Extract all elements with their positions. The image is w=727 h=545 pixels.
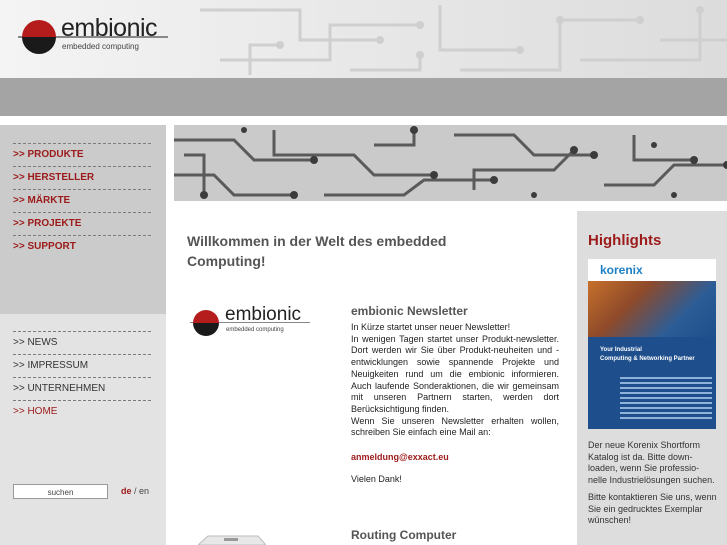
logo-brand: embionic bbox=[61, 14, 158, 42]
lang-separator: / bbox=[131, 486, 140, 496]
catalog-subtitle-1: Your Industrial bbox=[600, 347, 642, 353]
search-input[interactable]: suchen bbox=[13, 484, 108, 499]
routing-computer-image[interactable] bbox=[198, 534, 266, 545]
catalog-brand: korenix bbox=[600, 263, 643, 277]
language-switcher bbox=[121, 486, 149, 496]
nav-item-impressum[interactable]: >> IMPRESSUM bbox=[13, 354, 151, 377]
newsletter-logo bbox=[190, 306, 310, 336]
korenix-catalog-image[interactable] bbox=[588, 259, 716, 429]
catalog-subtitle-2: Computing & Networking Partner bbox=[600, 356, 695, 362]
newsletter-logo-brand: embionic bbox=[225, 304, 302, 325]
catalog-photo bbox=[588, 281, 716, 337]
nav-item-projekte[interactable]: >> PROJEKTE bbox=[13, 212, 151, 235]
catalog-product-list bbox=[620, 377, 712, 422]
newsletter-intro: In Kürze startet unser neuer Newsletter! bbox=[351, 322, 511, 332]
newsletter-text: In wenigen Tagen startet unser Produkt-newsletter. Dort werden wir Sie über Produkt-neuheiten und -entwicklungen sowie spannende Projekte und Neuigkeiten rund um die embionic informieren. Auch laufende Sonderaktionen, die wir gemeinsam mit unseren Partnern starten, werden dort Berücksichtigung finden. bbox=[351, 333, 559, 414]
nav-item-support[interactable]: >> SUPPORT bbox=[13, 235, 151, 258]
circuit-banner bbox=[174, 125, 727, 201]
lang-de-link[interactable]: de bbox=[121, 486, 132, 496]
newsletter-thanks: Vielen Dank! bbox=[351, 474, 402, 484]
nav-item-unternehmen[interactable]: >> UNTERNEHMEN bbox=[13, 377, 151, 400]
nav-item-home[interactable]: >> HOME bbox=[13, 400, 151, 423]
highlights-heading: Highlights bbox=[588, 232, 662, 249]
highlights-text-contact: Bitte kontaktieren Sie uns, wenn Sie ein gedrucktes Exemplar wünschen! bbox=[588, 491, 717, 526]
nav-item-hersteller[interactable]: >> HERSTELLER bbox=[13, 166, 151, 189]
logo-tagline: embedded computing bbox=[62, 42, 139, 51]
highlights-text-catalog: Der neue Korenix Shortform Katalog ist da. Bitte down-loaden, wenn Sie professio-nelle Industrielösungen suchen. bbox=[588, 440, 715, 486]
logo[interactable] bbox=[18, 14, 168, 58]
newsletter-cta: Wenn Sie unseren Newsletter erhalten wollen, schreiben Sie einfach eine Mail an: bbox=[351, 415, 559, 438]
main-navigation bbox=[13, 143, 151, 258]
routing-computer-heading: Routing Computer bbox=[351, 528, 457, 542]
nav-item-maerkte[interactable]: >> MÄRKTE bbox=[13, 189, 151, 212]
secondary-navigation bbox=[13, 331, 151, 423]
newsletter-body bbox=[351, 322, 559, 439]
lang-en-link[interactable]: en bbox=[139, 486, 150, 496]
circuit-banner-graphic bbox=[174, 125, 727, 201]
highlights-text bbox=[588, 440, 718, 532]
page-title: Willkommen in der Welt des embedded Computing! bbox=[187, 233, 447, 269]
nav-item-produkte[interactable]: >> PRODUKTE bbox=[13, 143, 151, 166]
header bbox=[0, 0, 727, 78]
newsletter-email-link[interactable]: anmeldung@exxact.eu bbox=[351, 452, 449, 462]
newsletter-logo-disc bbox=[193, 310, 219, 336]
newsletter-heading: embionic Newsletter bbox=[351, 304, 468, 318]
nav-item-news[interactable]: >> NEWS bbox=[13, 331, 151, 354]
logo-disc bbox=[22, 20, 56, 54]
newsletter-logo-tagline: embedded computing bbox=[226, 327, 284, 333]
header-bar bbox=[0, 78, 727, 116]
